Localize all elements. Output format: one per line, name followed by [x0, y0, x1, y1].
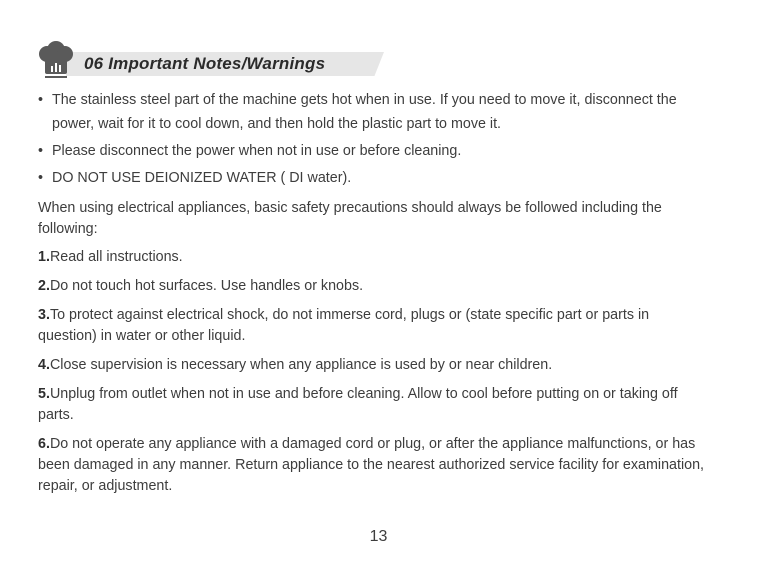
safety-item — [38, 305, 708, 347]
item-text: Read all instructions. — [49, 249, 183, 265]
bullet-item: • Please disconnect the power when not in use or before cleaning. — [38, 139, 708, 163]
safety-item — [38, 276, 708, 297]
safety-intro: When using electrical appliances, basic safety precautions should always be followed including the following: — [38, 200, 662, 237]
section-header — [36, 40, 366, 80]
bullet-item: • DO NOT USE DEIONIZED WATER ( DI water). — [38, 166, 708, 190]
item-number: 3. — [38, 307, 50, 323]
safety-item — [38, 384, 708, 426]
section-title: 06 Important Notes/Warnings — [84, 54, 326, 73]
item-text: Unplug from outlet when not in use and before cleaning. Allow to cool before putting on or taking off parts. — [38, 386, 678, 423]
item-number: 1. — [38, 249, 50, 265]
page-number: 13 — [369, 528, 388, 545]
safety-item — [38, 247, 708, 268]
chef-hat-icon — [36, 40, 76, 80]
item-number: 4. — [38, 357, 50, 373]
bullet-item: • The stainless steel part of the machine gets hot when in use. If you need to move it, disconnect the power, wait for it to cool down, and then hold the plastic part to move it. — [38, 88, 708, 136]
item-number: 6. — [38, 436, 50, 452]
safety-item — [38, 434, 708, 497]
warnings-content — [38, 88, 708, 505]
bullet-list — [38, 88, 708, 190]
item-text: Do not touch hot surfaces. Use handles or knobs. — [49, 278, 364, 294]
item-number: 5. — [38, 386, 50, 402]
item-text: Do not operate any appliance with a damaged cord or plug, or after the appliance malfunctions, or has been damaged in any manner. Return appliance to the nearest authorized service facility for examination, repair, or adjustment. — [38, 436, 704, 494]
item-text: Close supervision is necessary when any appliance is used by or near children. — [49, 357, 553, 373]
safety-item — [38, 355, 708, 376]
item-number: 2. — [38, 278, 50, 294]
item-text: To protect against electrical shock, do not immerse cord, plugs or (state specific part or parts in question) in water or other liquid. — [38, 307, 650, 344]
